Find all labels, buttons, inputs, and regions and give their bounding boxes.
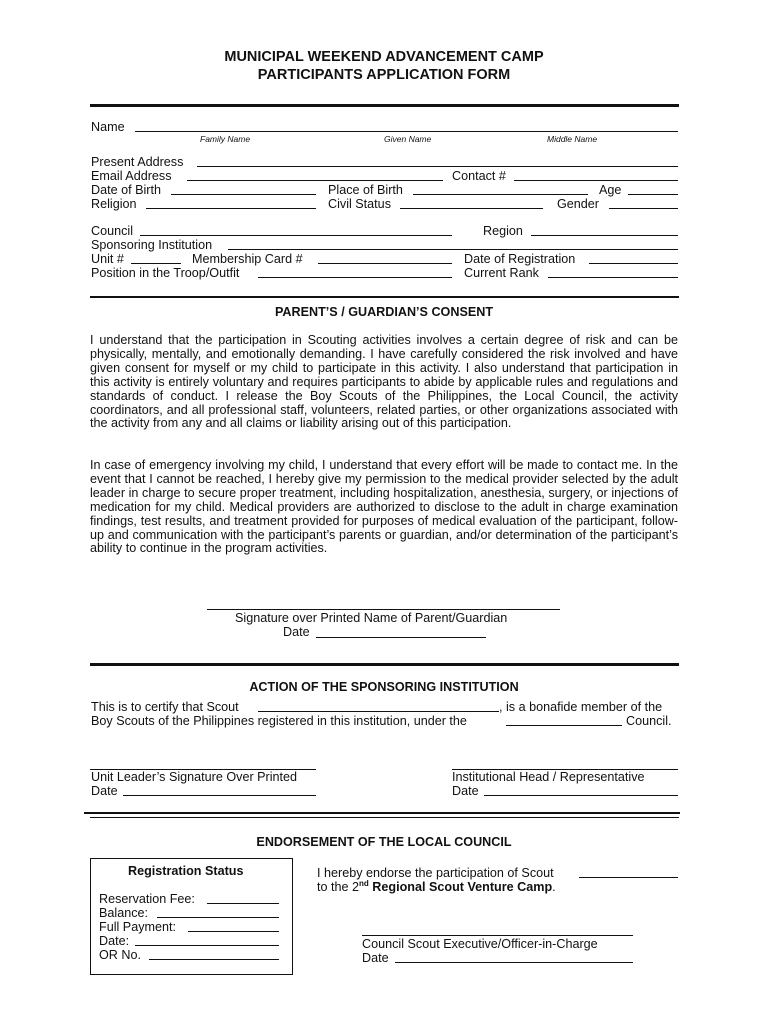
- consent-heading: PARENT’S / GUARDIAN’S CONSENT: [274, 305, 494, 319]
- gender-label: Gender: [557, 197, 600, 211]
- current-rank-label: Current Rank: [464, 266, 539, 280]
- region-label: Region: [483, 224, 523, 238]
- council-label: Council: [91, 224, 133, 238]
- or-number-label: OR No.: [99, 948, 141, 962]
- sponsoring-institution-field[interactable]: [228, 249, 678, 250]
- balance-label: Balance:: [99, 906, 149, 920]
- contact-label: Contact #: [452, 169, 506, 183]
- unit-leader-signature-label: Unit Leader’s Signature Over Printed: [91, 770, 298, 784]
- payment-date-field[interactable]: [135, 945, 279, 946]
- officer-date-label: Date: [362, 951, 389, 965]
- present-address-label: Present Address: [91, 155, 184, 169]
- council-field[interactable]: [140, 235, 452, 236]
- unit-label: Unit #: [91, 252, 124, 266]
- parent-signature-label: Signature over Printed Name of Parent/Guardian: [235, 611, 508, 625]
- sponsoring-divider: [90, 663, 679, 666]
- camp-name: Regional Scout Venture Camp: [368, 880, 553, 894]
- certify-text-end: , is a bonafide member of the: [499, 700, 663, 714]
- family-name-sublabel: Family Name: [200, 134, 251, 144]
- position-label: Position in the Troop/Outfit: [91, 266, 240, 280]
- or-number-field[interactable]: [149, 959, 279, 960]
- registration-status-title: Registration Status: [128, 864, 244, 878]
- civil-status-label: Civil Status: [328, 197, 391, 211]
- institutional-head-label: Institutional Head / Representative: [452, 770, 645, 784]
- date-of-registration-field[interactable]: [589, 263, 678, 264]
- date-of-registration-label: Date of Registration: [464, 252, 576, 266]
- form-title-line1: MUNICIPAL WEEKEND ADVANCEMENT CAMP: [224, 49, 544, 65]
- region-field[interactable]: [531, 235, 678, 236]
- sponsoring-heading: ACTION OF THE SPONSORING INSTITUTION: [249, 680, 519, 694]
- age-field[interactable]: [628, 194, 678, 195]
- unit-leader-date-field[interactable]: [123, 795, 316, 796]
- parent-signature-line[interactable]: [207, 609, 560, 610]
- reservation-fee-field[interactable]: [207, 903, 279, 904]
- payment-date-label: Date:: [99, 934, 130, 948]
- place-of-birth-field[interactable]: [413, 194, 588, 195]
- date-of-birth-label: Date of Birth: [91, 183, 161, 197]
- email-address-field[interactable]: [187, 180, 443, 181]
- civil-status-field[interactable]: [400, 208, 543, 209]
- gender-field[interactable]: [609, 208, 678, 209]
- consent-divider: [90, 296, 679, 298]
- endorse-text: I hereby endorse the participation of Scout: [317, 866, 554, 880]
- certify-text-start: This is to certify that Scout: [91, 700, 239, 714]
- parent-date-label: Date: [283, 625, 310, 639]
- endorsement-divider-bottom: [90, 817, 679, 818]
- registered-text: Boy Scouts of the Philippines registered in this institution, under the: [91, 714, 467, 728]
- unit-field[interactable]: [131, 263, 181, 264]
- full-payment-field[interactable]: [188, 931, 279, 932]
- age-label: Age: [599, 183, 622, 197]
- name-label: Name: [91, 120, 125, 134]
- present-address-field[interactable]: [197, 166, 678, 167]
- officer-signature-line[interactable]: [362, 935, 633, 936]
- balance-field[interactable]: [157, 917, 279, 918]
- given-name-sublabel: Given Name: [384, 134, 432, 144]
- contact-field[interactable]: [514, 180, 678, 181]
- officer-label: Council Scout Executive/Officer-in-Charge: [362, 937, 598, 951]
- middle-name-sublabel: Middle Name: [547, 134, 598, 144]
- membership-card-label: Membership Card #: [192, 252, 303, 266]
- place-of-birth-label: Place of Birth: [328, 183, 403, 197]
- ordinal-suffix: nd: [359, 878, 369, 888]
- email-address-label: Email Address: [91, 169, 172, 183]
- religion-label: Religion: [91, 197, 137, 211]
- religion-field[interactable]: [146, 208, 316, 209]
- sponsoring-institution-label: Sponsoring Institution: [91, 238, 213, 252]
- reservation-fee-label: Reservation Fee:: [99, 892, 195, 906]
- endorse-period: .: [552, 880, 556, 894]
- institutional-head-date-field[interactable]: [484, 795, 678, 796]
- title-divider: [90, 104, 679, 107]
- venture-camp-text: [317, 880, 556, 894]
- endorse-to-text: to the 2: [317, 880, 360, 894]
- date-of-birth-field[interactable]: [171, 194, 316, 195]
- council-name-field[interactable]: [506, 725, 622, 726]
- parent-date-field[interactable]: [316, 637, 486, 638]
- unit-leader-date-label: Date: [91, 784, 118, 798]
- membership-card-field[interactable]: [318, 263, 452, 264]
- endorse-scout-field[interactable]: [579, 877, 678, 878]
- endorsement-divider-top: [84, 812, 680, 814]
- consent-paragraph-1: I understand that the participation in Scouting activities involves a certain degree of risk and can be physically, mentally, and emotionally demanding. I have carefully considered the risk involved and have given consent for myself or my child to participate in this activity. I also understand that participation in this activity is entirely voluntary and requires participants to abide by applicable rules and regulations and standards of conduct. I release the Boy Scouts of the Philippines, the Local Council, the activity coordinators, and all professional staff, volunteers, related parties, or other organizations associated with the activity from any and all claims or liability arising out of this participation.: [90, 333, 678, 431]
- position-field[interactable]: [258, 277, 452, 278]
- institutional-head-date-label: Date: [452, 784, 479, 798]
- consent-paragraph-2: In case of emergency involving my child, I understand that every effort will be made to contact me. In the event that I cannot be reached, I hereby give my permission to the medical provider selected by the adult leader in charge to secure proper treatment, including hospitalization, anesthesia, surgery, or injections of medication for my child. Medical providers are authorized to disclose to the adult in charge examination findings, test results, and treatment provided for purposes of medical evaluation of the participant, follow-up and communication with the participant’s parents or guardian, and/or determination of the participant’s ability to continue in the program activities.: [90, 458, 678, 556]
- current-rank-field[interactable]: [548, 277, 678, 278]
- endorsement-heading: ENDORSEMENT OF THE LOCAL COUNCIL: [256, 835, 512, 849]
- council-word: Council.: [626, 714, 672, 728]
- officer-date-field[interactable]: [395, 962, 633, 963]
- form-title-line2: PARTICIPANTS APPLICATION FORM: [257, 67, 511, 83]
- name-field[interactable]: [135, 131, 678, 132]
- scout-name-field[interactable]: [258, 711, 499, 712]
- full-payment-label: Full Payment:: [99, 920, 176, 934]
